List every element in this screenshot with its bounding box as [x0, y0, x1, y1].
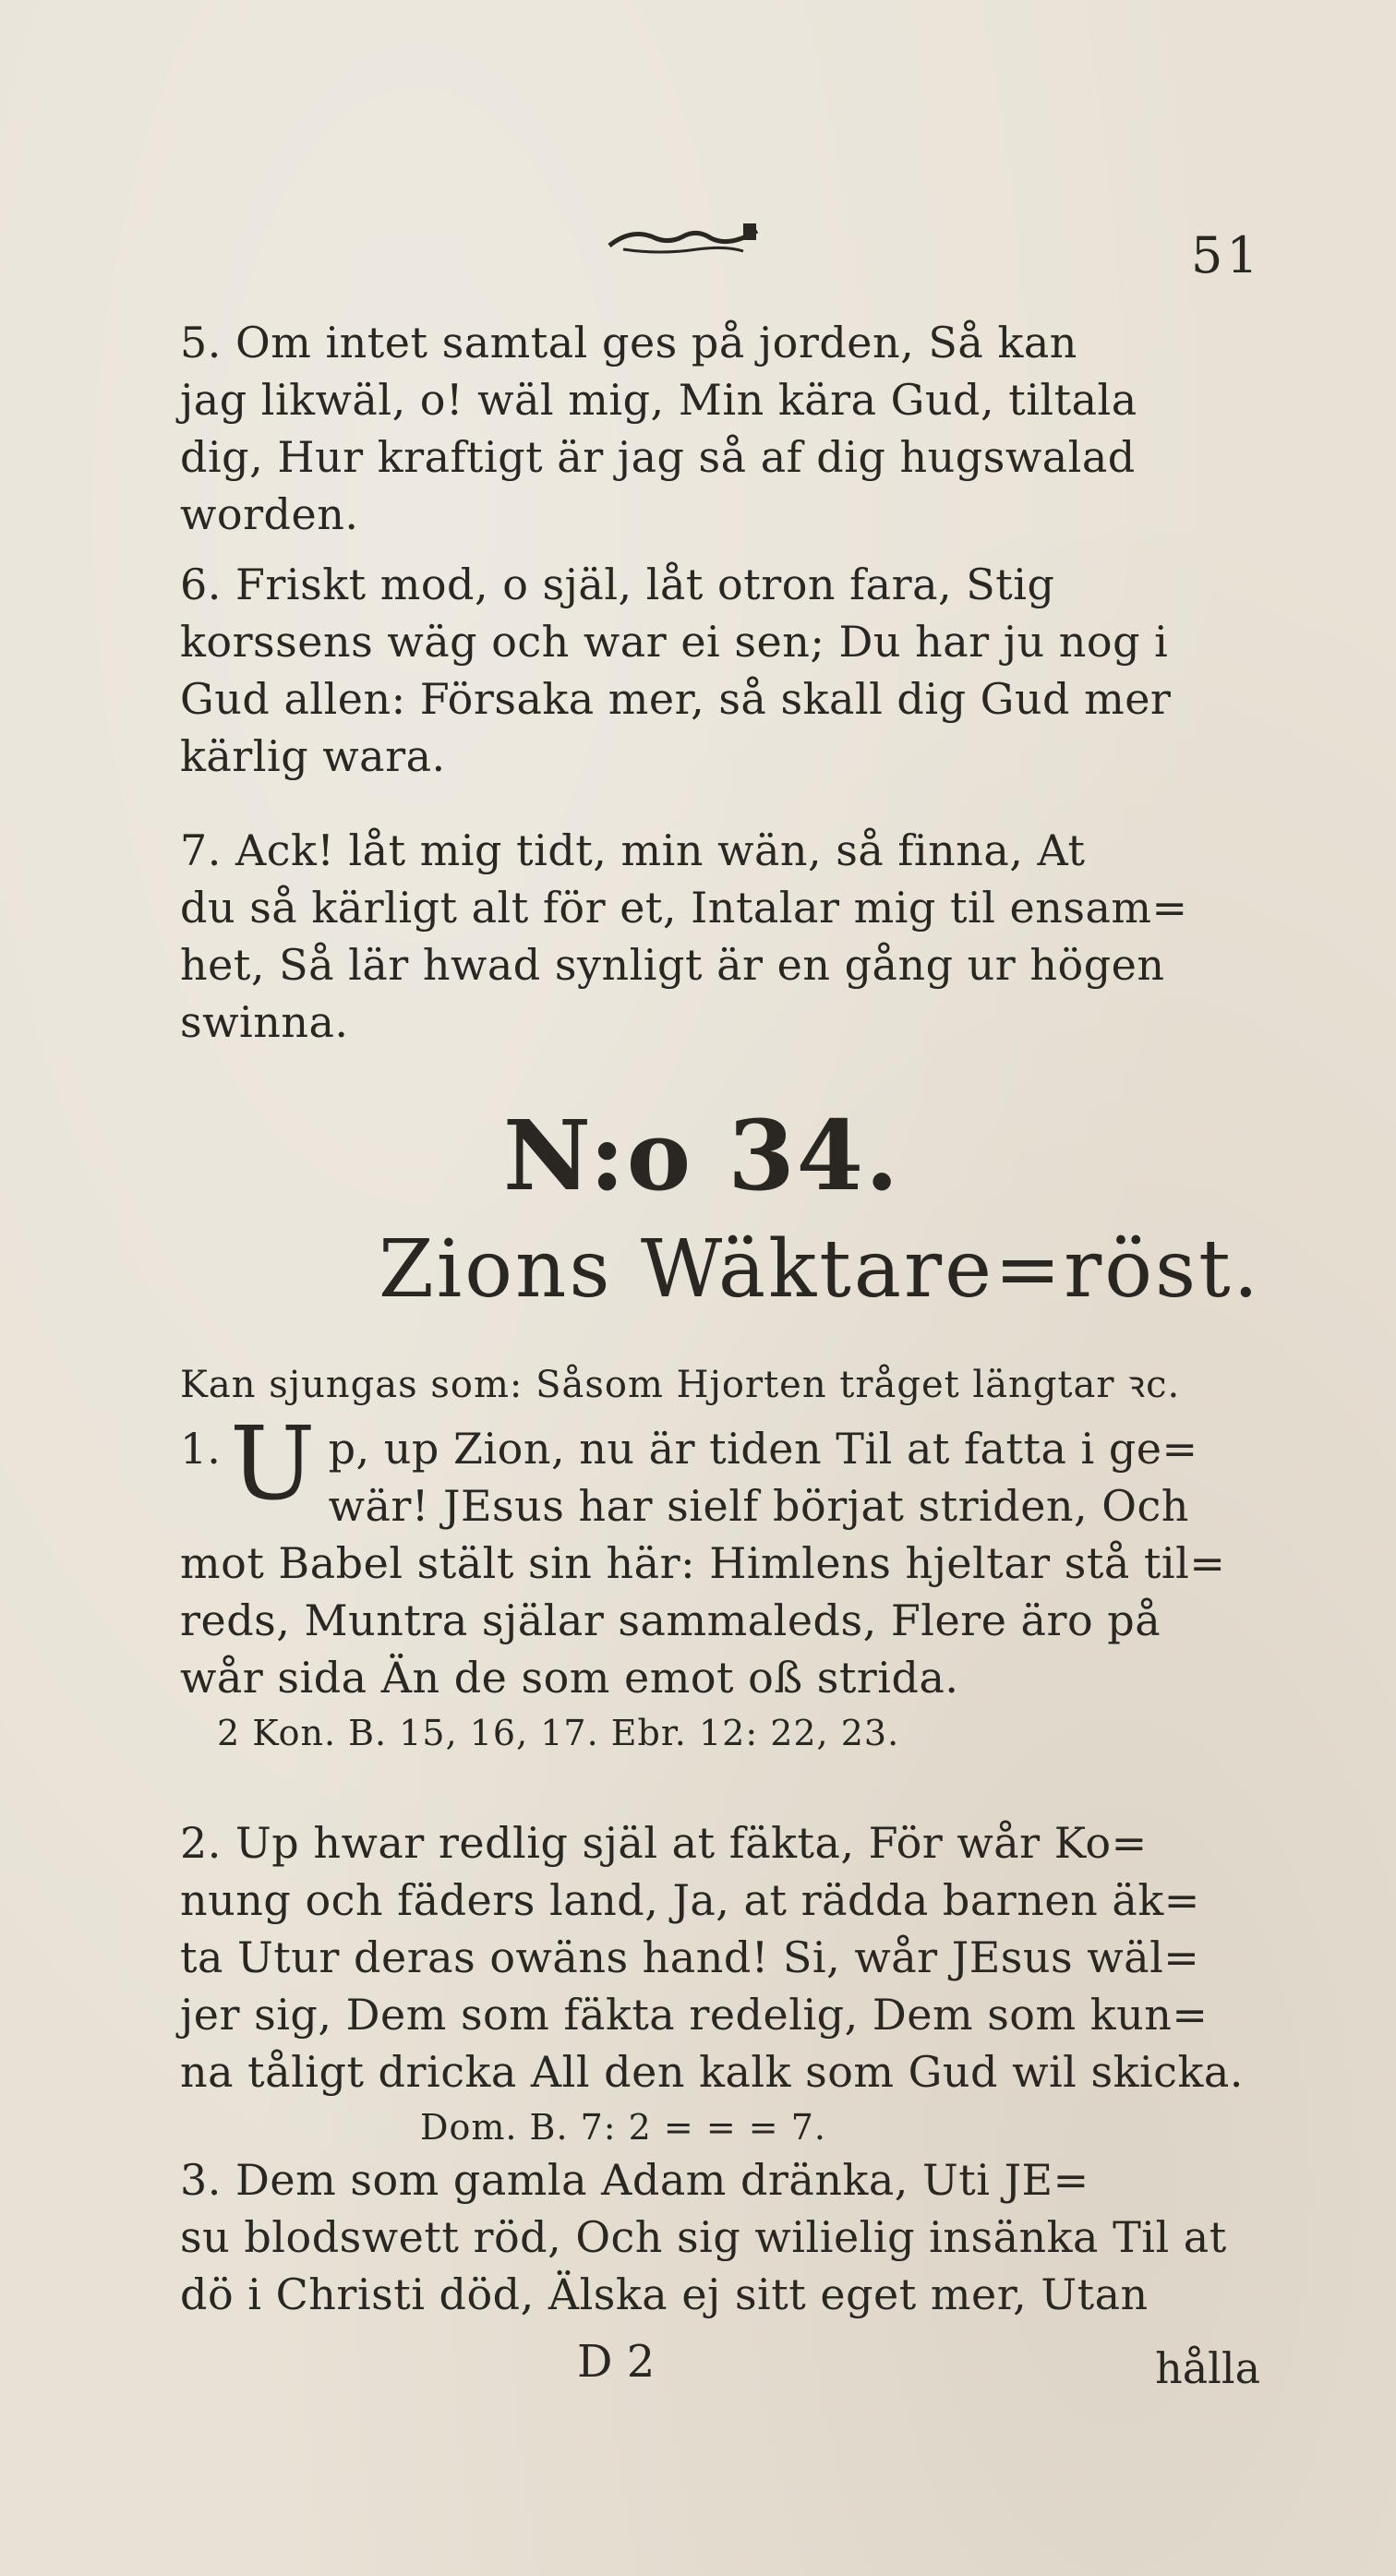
text-line: korssens wäg och war ei sen; Du har ju nog i [180, 617, 1169, 667]
text-line: nung och fäders land, Ja, at rädda barnen äk= [180, 1875, 1200, 1925]
text-line: 7. Ack! låt mig tidt, min wän, så finna, At [180, 825, 1086, 875]
verse-1-first-lines [329, 1420, 1260, 1535]
text-line: p, up Zion, nu är tiden Til at fatta i ge= [328, 1424, 1198, 1474]
text-line: jag likwäl, o! wäl mig, Min kära Gud, tiltala [180, 375, 1137, 425]
drop-capital: U [229, 1404, 316, 1523]
melody-line: Kan sjungas som: Såsom Hjorten tråget längtar ꝛc. [180, 1364, 1181, 1406]
catchword: hålla [1155, 2343, 1260, 2393]
text-line: het, Så lär hwad synligt är en gång ur högen [180, 940, 1165, 990]
scripture-reference: 2 Kon. B. 15, 16, 17. Ebr. 12: 22, 23. [217, 1713, 900, 1753]
text-line: dö i Christi död, Älska ej sitt eget mer, Utan [180, 2269, 1149, 2319]
text-line: du så kärligt alt för et, Intalar mig til ensam= [180, 883, 1188, 933]
hymn-verse-1 [180, 1404, 1260, 1760]
verse-1-opening [180, 1404, 1260, 1535]
text-line: wär! JEsus har sielf börjat striden, Och [328, 1481, 1189, 1531]
text-line: ta Utur deras owäns hand! Si, wår JEsus wäl= [180, 1932, 1200, 1982]
text-line: dig, Hur kraftigt är jag så af dig hugswalad [180, 432, 1136, 482]
hymn-number: N:o 34. [503, 1099, 901, 1212]
scripture-reference: Dom. B. 7: 2 = = = 7. [420, 2107, 826, 2148]
text-line: mot Babel stält sin här: Himlens hjeltar stå til= [180, 1538, 1226, 1588]
hymn-title: Zions Wäktare=röst. [379, 1223, 1262, 1316]
verse-5 [180, 314, 1260, 543]
verse-6 [180, 556, 1260, 785]
text-line: Gud allen: Försaka mer, så skall dig Gud mer [180, 674, 1172, 724]
page-footer [180, 2336, 1260, 2401]
page-number: 51 [1191, 226, 1262, 284]
verse-number: 1. [180, 1424, 221, 1474]
text-line: 6. Friskt mod, o själ, låt otron fara, Stig [180, 560, 1055, 609]
text-line: swinna. [180, 997, 349, 1047]
text-line: wår sida Än de som emot oß strida. [180, 1653, 959, 1703]
text-line: su blodswett röd, Och sig wilielig insänka Til at [180, 2212, 1227, 2262]
text-line: kärlig wara. [180, 731, 446, 781]
text-line: 3. Dem som gamla Adam dränka, Uti JE= [180, 2155, 1089, 2205]
text-line: reds, Muntra själar sammaleds, Flere äro på [180, 1595, 1161, 1645]
hymn-verse-2 [180, 1814, 1260, 2154]
hymn-verse-3 [180, 2151, 1260, 2323]
verse-7 [180, 822, 1260, 1051]
printer-ornament [605, 218, 762, 257]
text-line: 5. Om intet samtal ges på jorden, Så kan [180, 318, 1077, 367]
text-line: 2. Up hwar redlig själ at fäkta, För wår Ko= [180, 1818, 1148, 1868]
text-line: worden. [180, 489, 359, 539]
signature-mark: D 2 [577, 2336, 656, 2388]
text-line: jer sig, Dem som fäkta redelig, Dem som kun= [180, 1990, 1209, 2040]
text-line: na tåligt dricka All den kalk som Gud wil skicka. [180, 2047, 1244, 2097]
